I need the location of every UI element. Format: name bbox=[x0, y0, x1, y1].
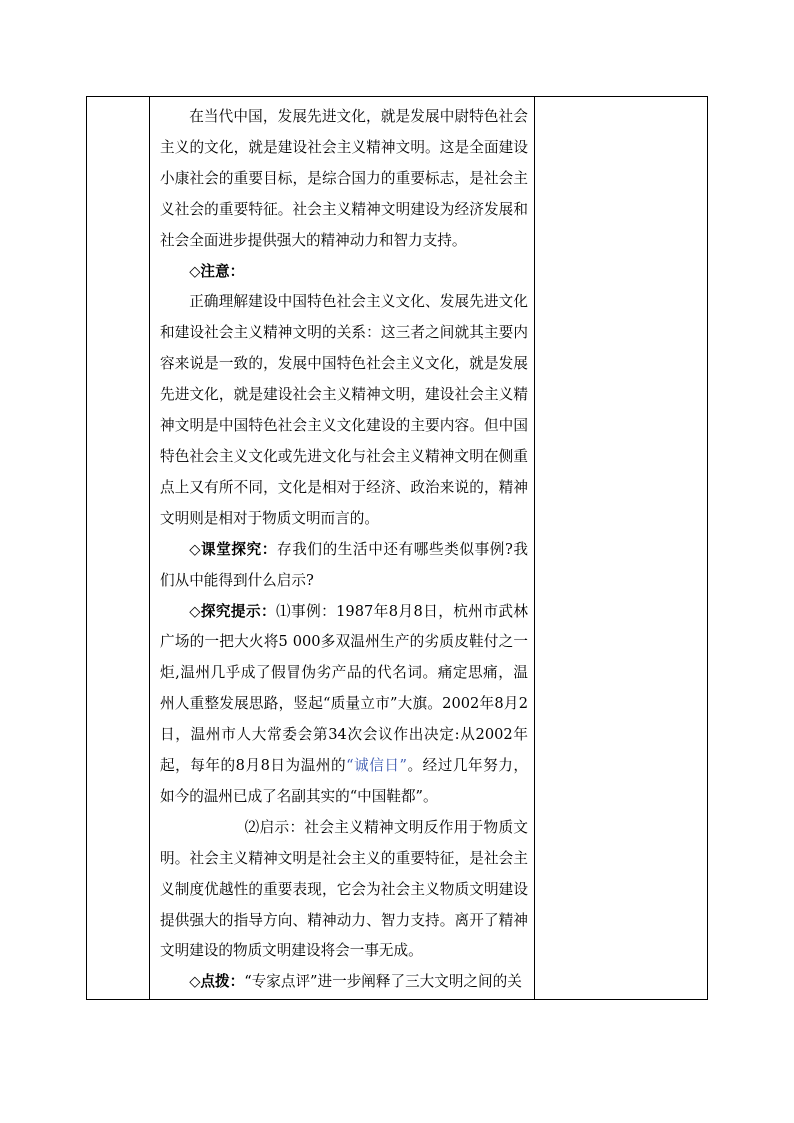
table-content-column bbox=[150, 97, 535, 999]
hint-example-text: ⑴事例：1987年8月8日，杭州市武林广场的一把大火将5 000多双温州生产的劣质皮鞋付之一炬,温州几乎成了假冒伪劣产品的代名词。痛定思痛，温州人重整发展思路，竖起“质量立市”大旗。2002年8月2日，温州市人大常委会第34次会议作出决定:从2002年起，每年的8月8日为温州的 bbox=[160, 602, 528, 775]
paragraph-point bbox=[160, 967, 528, 998]
paragraph-relationship: 正确理解建设中国特色社会主义文化、发展先进文化和建设社会主义精神文明的关系：这三者之间就其主要内容来说是一致的，发展中国特色社会主义文化，就是发展先进文化，就是建设社会主义精神文明，建设社会主义精神文明是中国特色社会主义文化建设的主要内容。但中国特色社会主义文化或先进文化与社会主义精神文明在侧重点上又有所不同，文化是相对于经济、政治来说的，精神文明则是相对于物质文明而言的。 bbox=[160, 293, 528, 527]
table-left-column bbox=[87, 97, 150, 999]
paragraph-classroom-explore bbox=[160, 535, 528, 597]
note-heading: ◇注意： bbox=[189, 262, 245, 280]
explore-question: 存我们的生活中还有哪些类似事例?我们从中能得到什么启示? bbox=[160, 540, 529, 589]
paragraph-explore-hint bbox=[160, 597, 528, 813]
hint-example-end: 。经过几年努力，如今的温州已成了名副其实的“中国鞋都”。 bbox=[160, 757, 528, 805]
lesson-table bbox=[86, 96, 708, 1000]
table-right-column bbox=[535, 97, 707, 999]
paragraph-enlightenment: ⑵启示：社会主义精神文明反作用于物质文明。社会主义精神文明是社会主义的重要特征，是社会主义制度优越性的重要表现，它会为社会主义物质文明建设提供强大的指导方向、精神动力、智力支持。离开了精神文明建设的物质文明建设将会一事无成。 bbox=[160, 818, 528, 960]
point-text: “专家点评”进一步阐释了三大文明之间的关 bbox=[244, 973, 522, 991]
explore-heading: ◇课堂探究： bbox=[189, 540, 278, 558]
point-heading: ◇点拨： bbox=[189, 973, 245, 991]
integrity-day-highlight: “诚信日” bbox=[346, 757, 407, 775]
hint-heading: ◇探究提示： bbox=[189, 602, 277, 620]
paragraph-culture-intro: 在当代中国，发展先进文化，就是发展中尉特色社会主义的文化，就是建设社会主义精神文明。这是全面建设小康社会的重要目标，是综合国力的重要标志，是社会主义社会的重要特征。社会主义精神文明建设为经济发展和社会全面进步提供强大的精神动力和智力支持。 bbox=[160, 108, 528, 249]
